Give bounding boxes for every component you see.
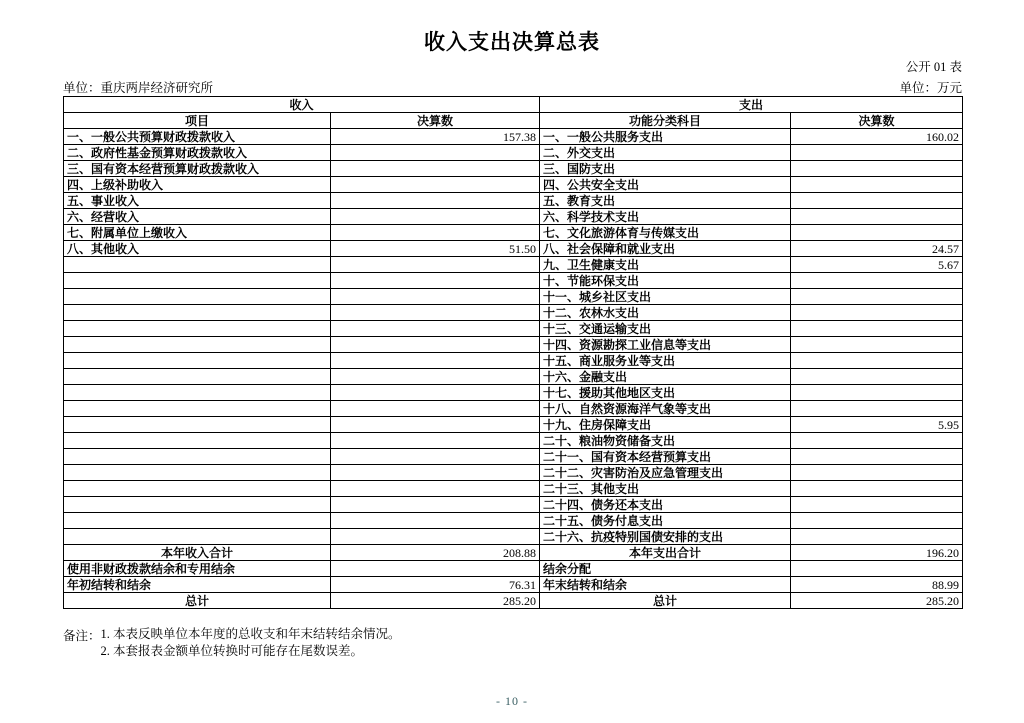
expense-value-cell: [791, 305, 963, 321]
income-item-cell: 四、上级补助收入: [64, 177, 331, 193]
income-value-cell: [331, 481, 540, 497]
table-row: [64, 241, 963, 257]
income-value-cell: [331, 305, 540, 321]
table-row: [64, 385, 963, 401]
expense-value-cell: [791, 353, 963, 369]
income-value-cell: [331, 225, 540, 241]
income-value-cell: [331, 385, 540, 401]
expense-item-cell: 年末结转和结余: [540, 577, 791, 593]
income-item-cell: [64, 369, 331, 385]
income-item-cell: [64, 385, 331, 401]
form-code-label: 公开 01 表: [905, 60, 962, 74]
note-line: 1. 本表反映单位本年度的总收支和年末结转结余情况。: [100, 627, 401, 641]
expense-value-cell: [791, 321, 963, 337]
table-row: [64, 145, 963, 161]
expense-item-cell: 二十四、债务还本支出: [540, 497, 791, 513]
expense-value-cell: [791, 209, 963, 225]
income-item-cell: 三、国有资本经营预算财政拨款收入: [64, 161, 331, 177]
income-value-cell: 51.50: [331, 241, 540, 257]
income-item-cell: 总计: [64, 593, 331, 609]
notes-lines: [101, 626, 401, 660]
income-item-cell: 七、附属单位上缴收入: [64, 225, 331, 241]
income-value-cell: [331, 561, 540, 577]
table-row: [64, 497, 963, 513]
expense-item-cell: 十八、自然资源海洋气象等支出: [540, 401, 791, 417]
expense-value-cell: [791, 561, 963, 577]
expense-item-cell: 二十、粮油物资储备支出: [540, 433, 791, 449]
expense-value-cell: 24.57: [791, 241, 963, 257]
column-header-row: [64, 113, 963, 129]
expense-item-cell: 结余分配: [540, 561, 791, 577]
table-row: [64, 337, 963, 353]
unit-name-label: 单位：重庆两岸经济研究所: [63, 81, 214, 95]
income-item-cell: [64, 449, 331, 465]
table-row: [64, 257, 963, 273]
expense-value-cell: [791, 225, 963, 241]
income-item-cell: 年初结转和结余: [64, 577, 331, 593]
income-value-cell: [331, 529, 540, 545]
page-number: - 10 -: [496, 694, 528, 708]
income-value-cell: [331, 369, 540, 385]
income-value-cell: [331, 417, 540, 433]
income-value-cell: 157.38: [331, 129, 540, 145]
expense-value-cell: [791, 481, 963, 497]
expense-item-cell: 二、外交支出: [540, 145, 791, 161]
table-body: [64, 97, 963, 609]
income-value-header: 决算数: [331, 113, 540, 129]
income-item-cell: [64, 417, 331, 433]
expense-value-cell: 5.67: [791, 257, 963, 273]
expense-item-cell: 十六、金融支出: [540, 369, 791, 385]
expense-value-cell: [791, 497, 963, 513]
income-item-cell: [64, 529, 331, 545]
expense-value-cell: [791, 289, 963, 305]
income-item-cell: 六、经营收入: [64, 209, 331, 225]
income-item-cell: [64, 305, 331, 321]
expense-item-cell: 七、文化旅游体育与传媒支出: [540, 225, 791, 241]
income-value-cell: [331, 497, 540, 513]
expense-item-cell: 十一、城乡社区支出: [540, 289, 791, 305]
expense-value-cell: [791, 145, 963, 161]
expense-value-cell: [791, 529, 963, 545]
expense-item-cell: 二十五、债务付息支出: [540, 513, 791, 529]
income-value-cell: [331, 177, 540, 193]
income-value-cell: [331, 161, 540, 177]
expense-value-cell: 88.99: [791, 577, 963, 593]
expense-item-cell: 四、公共安全支出: [540, 177, 791, 193]
expense-item-cell: 十二、农林水支出: [540, 305, 791, 321]
income-item-cell: 本年收入合计: [64, 545, 331, 561]
expense-value-cell: [791, 401, 963, 417]
table-row: [64, 417, 963, 433]
summary-row: [64, 561, 963, 577]
table-row: [64, 465, 963, 481]
expense-item-cell: 二十六、抗疫特别国债安排的支出: [540, 529, 791, 545]
table-row: [64, 513, 963, 529]
final-accounts-table: [63, 96, 963, 609]
income-item-cell: 一、一般公共预算财政拨款收入: [64, 129, 331, 145]
table-row: [64, 401, 963, 417]
expense-value-cell: [791, 385, 963, 401]
income-item-cell: 八、其他收入: [64, 241, 331, 257]
expense-item-cell: 二十二、灾害防治及应急管理支出: [540, 465, 791, 481]
expense-section-header: 支出: [540, 97, 963, 113]
expense-item-cell: 十、节能环保支出: [540, 273, 791, 289]
expense-value-cell: [791, 449, 963, 465]
income-value-cell: [331, 193, 540, 209]
expense-item-cell: 本年支出合计: [540, 545, 791, 561]
expense-item-cell: 一、一般公共服务支出: [540, 129, 791, 145]
income-value-cell: [331, 337, 540, 353]
table-row: [64, 321, 963, 337]
notes-label: 备注：: [63, 629, 101, 643]
income-value-cell: [331, 209, 540, 225]
income-item-cell: [64, 497, 331, 513]
note-line: 2. 本套报表金额单位转换时可能存在尾数误差。: [100, 644, 364, 658]
expense-value-cell: 285.20: [791, 593, 963, 609]
expense-item-cell: 三、国防支出: [540, 161, 791, 177]
expense-value-header: 决算数: [791, 113, 963, 129]
income-value-cell: [331, 353, 540, 369]
expense-item-cell: 八、社会保障和就业支出: [540, 241, 791, 257]
money-unit-label: 单位：万元: [899, 81, 962, 95]
table-row: [64, 449, 963, 465]
section-header-row: [64, 97, 963, 113]
table-row: [64, 529, 963, 545]
income-item-cell: 五、事业收入: [64, 193, 331, 209]
table-row: [64, 481, 963, 497]
income-value-cell: [331, 401, 540, 417]
expense-item-cell: 二十三、其他支出: [540, 481, 791, 497]
income-value-cell: [331, 321, 540, 337]
table-row: [64, 129, 963, 145]
income-value-cell: [331, 145, 540, 161]
page-title: 收入支出决算总表: [424, 31, 600, 54]
expense-item-cell: 六、科学技术支出: [540, 209, 791, 225]
expense-item-cell: 九、卫生健康支出: [540, 257, 791, 273]
income-value-cell: [331, 273, 540, 289]
expense-item-cell: 二十一、国有资本经营预算支出: [540, 449, 791, 465]
income-item-cell: [64, 321, 331, 337]
table-row: [64, 209, 963, 225]
income-item-cell: [64, 513, 331, 529]
income-value-cell: [331, 449, 540, 465]
table-row: [64, 177, 963, 193]
expense-item-cell: 十七、援助其他地区支出: [540, 385, 791, 401]
income-value-cell: 208.88: [331, 545, 540, 561]
expense-value-cell: 160.02: [791, 129, 963, 145]
income-item-cell: 二、政府性基金预算财政拨款收入: [64, 145, 331, 161]
notes-block: [63, 626, 401, 660]
summary-row: [64, 593, 963, 609]
expense-value-cell: 5.95: [791, 417, 963, 433]
income-item-cell: [64, 401, 331, 417]
expense-value-cell: [791, 465, 963, 481]
expense-item-cell: 十五、商业服务业等支出: [540, 353, 791, 369]
income-item-cell: [64, 433, 331, 449]
table-row: [64, 369, 963, 385]
income-item-cell: [64, 337, 331, 353]
expense-value-cell: [791, 193, 963, 209]
expense-value-cell: [791, 273, 963, 289]
table-row: [64, 161, 963, 177]
expense-value-cell: [791, 433, 963, 449]
expense-value-cell: [791, 337, 963, 353]
expense-value-cell: 196.20: [791, 545, 963, 561]
expense-item-header: 功能分类科目: [540, 113, 791, 129]
expense-item-cell: 十九、住房保障支出: [540, 417, 791, 433]
expense-item-cell: 总计: [540, 593, 791, 609]
income-item-cell: [64, 289, 331, 305]
table-row: [64, 193, 963, 209]
income-value-cell: [331, 257, 540, 273]
income-value-cell: 285.20: [331, 593, 540, 609]
expense-value-cell: [791, 513, 963, 529]
income-item-cell: [64, 465, 331, 481]
income-value-cell: 76.31: [331, 577, 540, 593]
income-item-cell: 使用非财政拨款结余和专用结余: [64, 561, 331, 577]
table-row: [64, 289, 963, 305]
expense-value-cell: [791, 161, 963, 177]
income-item-cell: [64, 353, 331, 369]
income-section-header: 收入: [64, 97, 540, 113]
table-row: [64, 433, 963, 449]
table-row: [64, 273, 963, 289]
income-value-cell: [331, 433, 540, 449]
income-item-cell: [64, 257, 331, 273]
income-item-header: 项目: [64, 113, 331, 129]
income-item-cell: [64, 481, 331, 497]
expense-value-cell: [791, 369, 963, 385]
summary-row: [64, 577, 963, 593]
expense-value-cell: [791, 177, 963, 193]
table-row: [64, 225, 963, 241]
income-value-cell: [331, 289, 540, 305]
income-item-cell: [64, 273, 331, 289]
meta-row: [63, 78, 962, 96]
expense-item-cell: 十四、资源勘探工业信息等支出: [540, 337, 791, 353]
income-value-cell: [331, 513, 540, 529]
income-value-cell: [331, 465, 540, 481]
table-row: [64, 353, 963, 369]
expense-item-cell: 五、教育支出: [540, 193, 791, 209]
table-row: [64, 305, 963, 321]
expense-item-cell: 十三、交通运输支出: [540, 321, 791, 337]
summary-row: [64, 545, 963, 561]
